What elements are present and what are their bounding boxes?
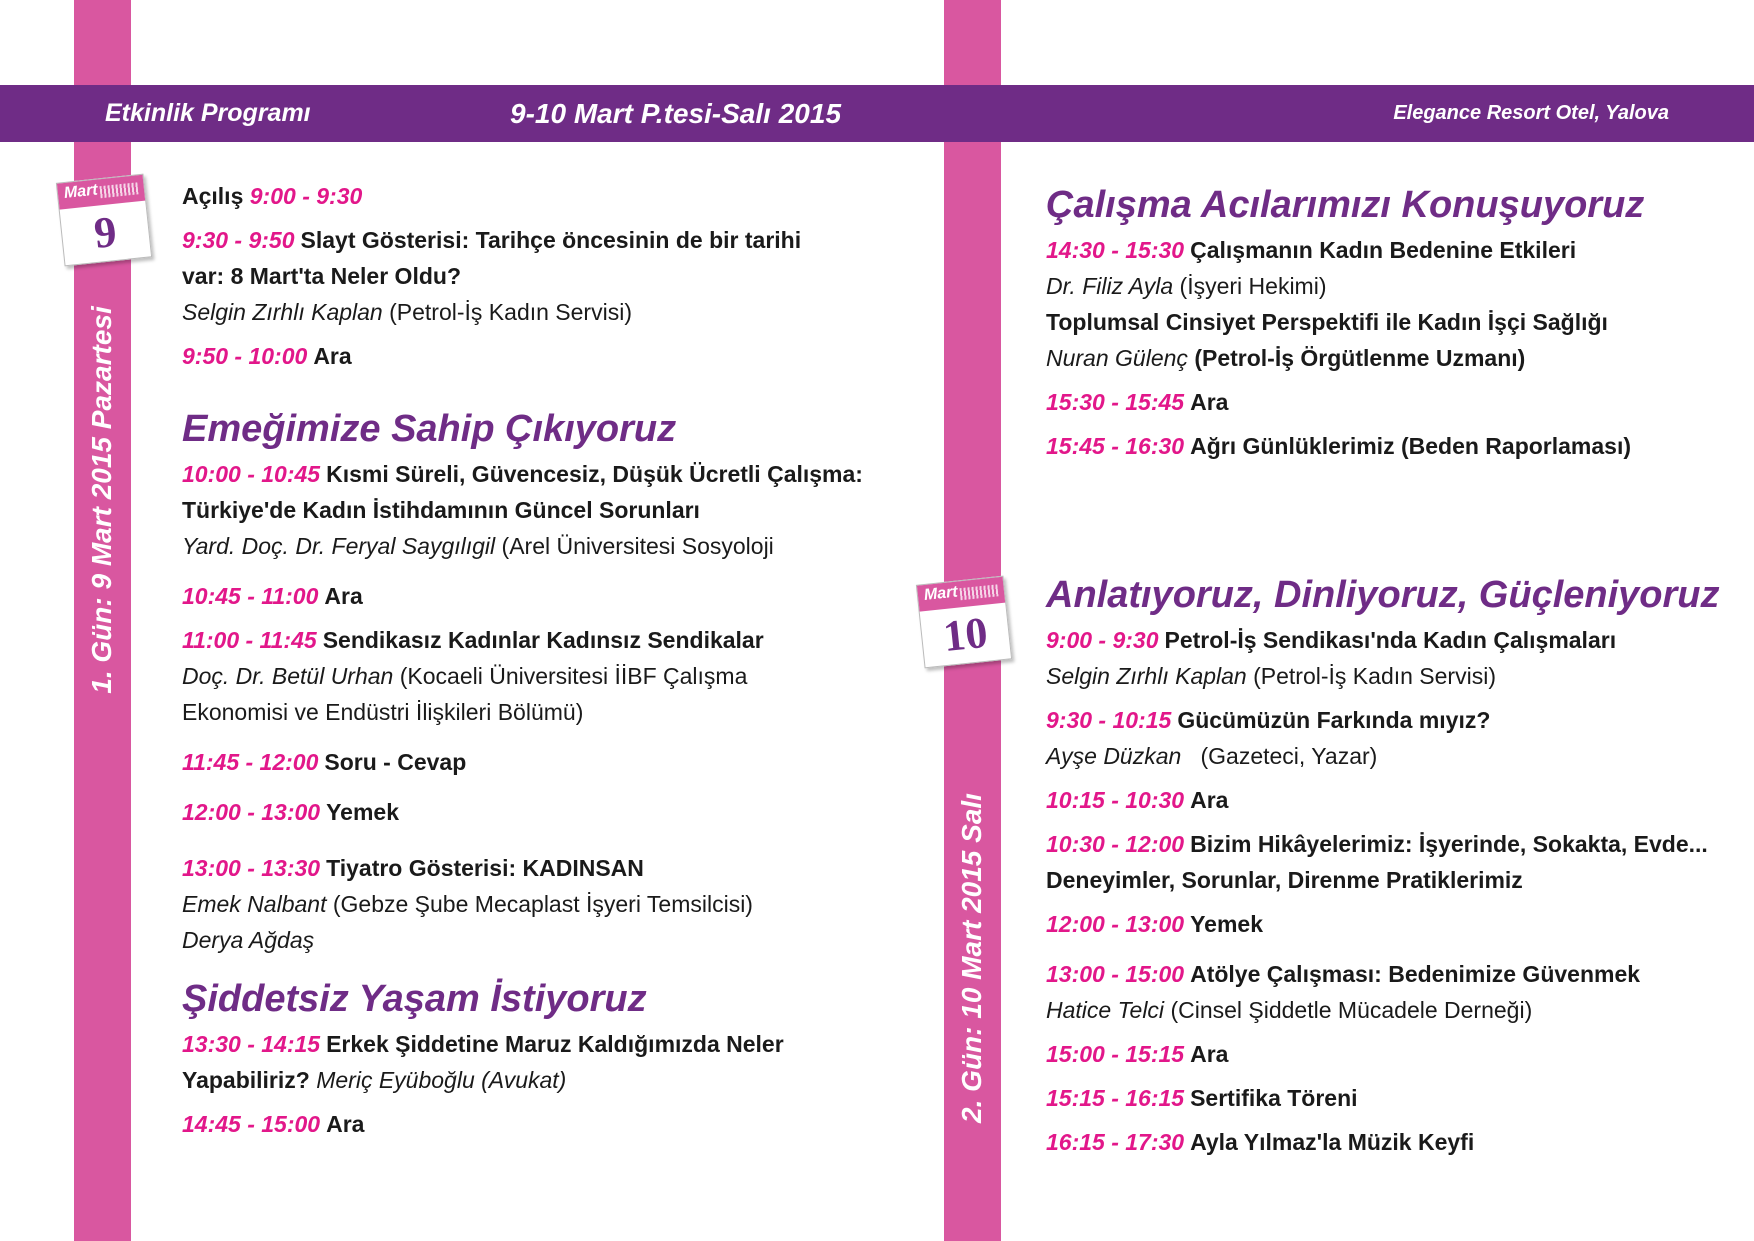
item-title: Çalışmanın Kadın Bedenine Etkileri	[1190, 237, 1577, 263]
item-title: Bizim Hikâyelerimiz: İşyerinde, Sokakta, Evde...	[1190, 831, 1708, 857]
section-heading: Çalışma Acılarımızı Konuşuyoruz	[1046, 184, 1645, 226]
schedule-item	[182, 622, 872, 730]
item-speaker: Selgin Zırhlı Kaplan	[182, 299, 383, 325]
schedule-item	[1046, 782, 1726, 818]
item-title: Gücümüzün Farkında mıyız?	[1177, 707, 1491, 733]
item-title: Slayt Gösterisi: Tarihçe öncesinin de bir tarihi	[300, 227, 802, 253]
schedule-item	[182, 794, 872, 830]
item-title: Ara	[313, 343, 352, 369]
item-speaker: Yard. Doç. Dr. Feryal Saygılıgil	[182, 533, 496, 559]
item-org: (Gebze Şube Mecaplast İşyeri Temsilcisi)	[332, 891, 753, 917]
item-org: (Petrol-İş Kadın Servisi)	[389, 299, 632, 325]
item-time: 15:45 - 16:30	[1046, 433, 1185, 459]
item-title: Petrol-İş Sendikası'nda Kadın Çalışmaları	[1164, 627, 1617, 653]
item-time: 13:30 - 14:15	[182, 1031, 321, 1057]
schedule-item	[1046, 622, 1726, 694]
section-heading: Emeğimize Sahip Çıkıyoruz	[182, 408, 677, 450]
schedule-item	[1046, 956, 1726, 1028]
item-time: 12:00 - 13:00	[182, 799, 321, 825]
day1-vertical-label: 1. Gün: 9 Mart 2015 Pazartesi	[86, 306, 117, 694]
schedule-item	[1046, 384, 1726, 420]
item-title: Sendikasız Kadınlar Kadınsız Sendikalar	[322, 627, 764, 653]
item-title: Kısmi Süreli, Güvencesiz, Düşük Ücretli Çalışma:	[326, 461, 863, 487]
item-speaker: Derya Ağdaş	[182, 927, 315, 953]
item-time: 11:00 - 11:45	[182, 627, 317, 653]
schedule-item	[1046, 906, 1726, 942]
schedule-item	[182, 178, 872, 214]
item-speaker: Dr. Filiz Ayla	[1046, 273, 1174, 299]
day1-calendar-icon	[50, 168, 152, 268]
item-title-cont: var: 8 Mart'ta Neler Oldu?	[182, 263, 461, 289]
item-time: 10:45 - 11:00	[182, 583, 319, 609]
schedule-item	[182, 578, 872, 614]
item-title: Ara	[324, 583, 363, 609]
item-title: Sertifika Töreni	[1190, 1085, 1358, 1111]
item-title-cont: Deneyimler, Sorunlar, Direnme Pratiklerimiz	[1046, 867, 1523, 893]
day2-calendar-icon	[910, 570, 1012, 670]
item-title-cont: Yapabiliriz?	[182, 1067, 310, 1093]
calendar-month: Mart	[63, 181, 99, 202]
item-title: Tiyatro Gösterisi: KADINSAN	[326, 855, 644, 881]
section-heading: Anlatıyoruz, Dinliyoruz, Güçleniyoruz	[1046, 574, 1720, 616]
item-title-cont: Türkiye'de Kadın İstihdamının Güncel Sorunları	[182, 497, 700, 523]
item-time: 15:15 - 16:15	[1046, 1085, 1185, 1111]
item-time: 14:45 - 15:00	[182, 1111, 321, 1137]
schedule-item	[1046, 232, 1726, 304]
header-bar	[0, 85, 1754, 142]
calendar-month: Mart	[923, 583, 959, 604]
item-title: Atölye Çalışması: Bedenimize Güvenmek	[1190, 961, 1641, 987]
item-title: Ara	[1190, 1041, 1229, 1067]
schedule-item	[182, 456, 872, 564]
day2-vertical-label: 2. Gün: 10 Mart 2015 Salı	[956, 793, 987, 1123]
item-title: Erkek Şiddetine Maruz Kaldığımızda Neler	[326, 1031, 784, 1057]
calendar-day: 10	[940, 607, 990, 662]
item-org: (Kocaeli Üniversitesi İİBF Çalışma	[399, 663, 748, 689]
schedule-item	[182, 338, 872, 374]
item-title: Açılış	[182, 183, 244, 209]
day1-schedule	[182, 178, 872, 1142]
calendar-day: 9	[91, 206, 119, 258]
item-title: Yemek	[326, 799, 399, 825]
item-time: 9:30 - 9:50	[182, 227, 295, 253]
item-org: (Gazeteci, Yazar)	[1200, 743, 1378, 769]
item-time: 9:00 - 9:30	[1046, 627, 1159, 653]
item-org: (Petrol-İş Kadın Servisi)	[1253, 663, 1496, 689]
item-time: 11:45 - 12:00	[182, 749, 319, 775]
schedule-item	[1046, 826, 1726, 898]
schedule-item	[1046, 304, 1726, 376]
item-time: 13:00 - 15:00	[1046, 961, 1185, 987]
item-speaker: Emek Nalbant	[182, 891, 327, 917]
item-speaker: Hatice Telci	[1046, 997, 1165, 1023]
schedule-item	[182, 222, 872, 330]
item-org: (Cinsel Şiddetle Mücadele Derneği)	[1170, 997, 1533, 1023]
header-venue: Elegance Resort Otel, Yalova	[1393, 102, 1669, 124]
section-heading: Şiddetsiz Yaşam İstiyoruz	[182, 978, 647, 1020]
item-org: (İşyeri Hekimi)	[1179, 273, 1327, 299]
item-time: 14:30 - 15:30	[1046, 237, 1185, 263]
schedule-item	[1046, 1080, 1726, 1116]
schedule-item	[182, 1106, 872, 1142]
item-title: Ara	[1190, 389, 1229, 415]
item-org: (Arel Üniversitesi Sosyoloji	[501, 533, 774, 559]
item-time: 9:00 - 9:30	[249, 183, 363, 209]
item-time: 10:15 - 10:30	[1046, 787, 1185, 813]
item-title: Ara	[1190, 787, 1229, 813]
item-title: Ağrı Günlüklerimiz (Beden Raporlaması)	[1190, 433, 1632, 459]
item-title: Toplumsal Cinsiyet Perspektifi ile Kadın İşçi Sağlığı	[1046, 309, 1608, 335]
schedule-item	[1046, 1036, 1726, 1072]
item-title: Soru - Cevap	[324, 749, 467, 775]
item-speaker: Doç. Dr. Betül Urhan	[182, 663, 394, 689]
schedule-item	[1046, 702, 1726, 774]
item-time: 16:15 - 17:30	[1046, 1129, 1185, 1155]
item-speaker: Meriç Eyüboğlu (Avukat)	[316, 1067, 567, 1093]
header-dates: 9-10 Mart P.tesi-Salı 2015	[510, 98, 842, 129]
item-time: 9:30 - 10:15	[1046, 707, 1172, 733]
day1-afternoon-and-day2-schedule	[1046, 178, 1726, 1160]
item-speaker: Ayşe Düzkan	[1046, 743, 1182, 769]
item-speaker: Nuran Gülenç	[1046, 345, 1188, 371]
item-time: 12:00 - 13:00	[1046, 911, 1185, 937]
item-speaker: Selgin Zırhlı Kaplan	[1046, 663, 1247, 689]
item-time: 15:30 - 15:45	[1046, 389, 1185, 415]
item-time: 9:50 - 10:00	[182, 343, 308, 369]
item-time: 15:00 - 15:15	[1046, 1041, 1185, 1067]
item-time: 10:30 - 12:00	[1046, 831, 1185, 857]
schedule-item	[1046, 1124, 1726, 1160]
schedule-item	[182, 744, 872, 780]
item-time: 10:00 - 10:45	[182, 461, 321, 487]
item-org: (Petrol-İş Örgütlenme Uzmanı)	[1194, 345, 1526, 371]
schedule-item	[182, 850, 872, 958]
item-title: Yemek	[1190, 911, 1263, 937]
item-title: Ayla Yılmaz'la Müzik Keyfi	[1190, 1129, 1475, 1155]
schedule-item	[1046, 428, 1726, 464]
header-program-title: Etkinlik Programı	[105, 99, 311, 127]
item-org-cont: Ekonomisi ve Endüstri İlişkileri Bölümü)	[182, 699, 584, 725]
item-time: 13:00 - 13:30	[182, 855, 321, 881]
schedule-item	[182, 1026, 872, 1098]
item-title: Ara	[326, 1111, 365, 1137]
